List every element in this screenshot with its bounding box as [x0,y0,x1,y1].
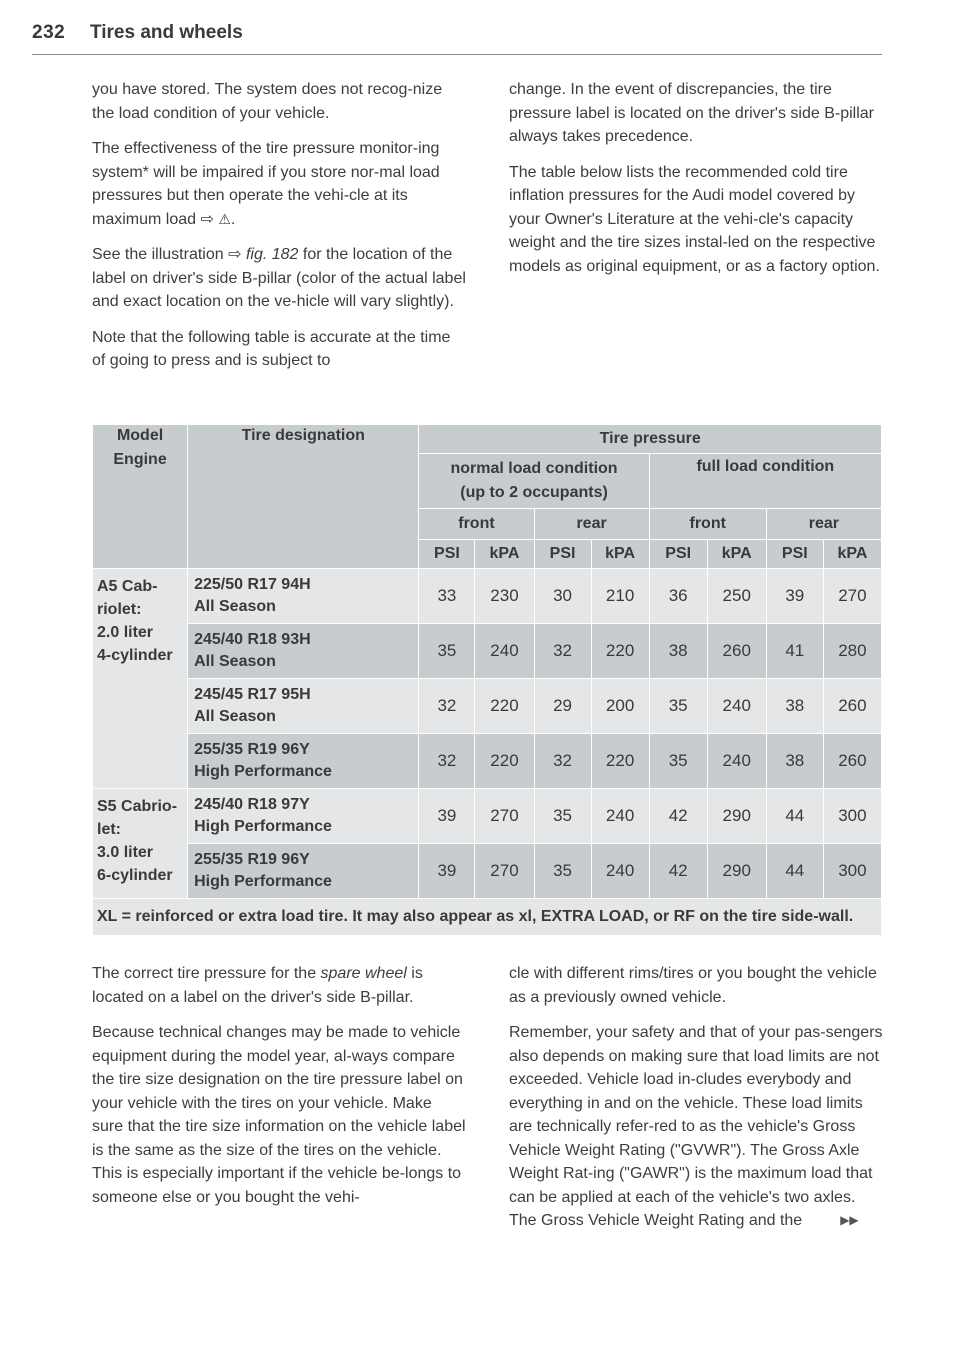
psi-value-cell: 35 [535,844,591,898]
body-paragraph [509,1021,884,1233]
kpa-value-cell: 300 [824,789,881,843]
table-footnote: XL = reinforced or extra load tire. It may also appear as xl, EXTRA LOAD, or RF on the tire side-wall. [93,899,881,935]
intro-paragraph: The table below lists the recommended cold tire inflation pressures for the Audi model covered by your Owner's Literature at the vehi-cle's capacity weight and the tire sizes instal-led on the respective models as original equipment, or as a factory option. [509,163,880,275]
model-line: A5 Cab- [97,578,158,595]
tire-designation-cell [188,844,418,898]
tire-designation-line: 255/35 R19 96Y [194,851,310,868]
kpa-value-cell: 260 [708,624,766,678]
tire-designation-cell [188,624,418,678]
tire-designation-line: High Performance [194,818,332,835]
psi-value-cell: 39 [419,844,474,898]
warning-icon: ⚠ [218,210,231,227]
kpa-value-cell: 220 [475,734,533,788]
body-paragraph: cle with different rims/tires or you bought the vehicle as a previously owned vehicle. [509,965,877,1006]
kpa-value-cell: 240 [708,679,766,733]
normal-load-occupants: (up to 2 occupants) [460,484,608,501]
psi-header: PSI [535,540,591,568]
tire-designation-cell [188,789,418,843]
psi-value-cell: 36 [650,569,707,623]
intro-paragraph: you have stored. The system does not recog-nize the load condition of your vehicle. [92,81,443,122]
psi-value-cell: 35 [419,624,474,678]
intro-text: The effectiveness of the tire pressure monitor-ing system* will be impaired if you store nor-mal load pressures but then operate the vehi-cle at its maximum load [92,140,440,228]
kpa-value-cell: 240 [592,844,649,898]
psi-value-cell: 38 [767,679,823,733]
tire-designation-line: 245/45 R17 95H [194,686,311,703]
psi-value-cell: 32 [535,624,591,678]
kpa-value-cell: 290 [708,844,766,898]
psi-value-cell: 35 [535,789,591,843]
rear-header: rear [535,509,649,539]
table-row [93,679,881,733]
kpa-header: kPA [708,540,766,568]
psi-value-cell: 44 [767,789,823,843]
body-right-column [509,962,884,1245]
kpa-value-cell: 250 [708,569,766,623]
psi-value-cell: 35 [650,679,707,733]
psi-header: PSI [650,540,707,568]
psi-value-cell: 38 [650,624,707,678]
continue-arrow-icon: ▶▶ [840,1213,859,1228]
figure-reference-link[interactable]: fig. 182 [245,246,299,263]
kpa-value-cell: 240 [592,789,649,843]
model-engine-cell [93,569,187,788]
body-text: The correct tire pressure for the [92,965,321,982]
psi-value-cell: 39 [419,789,474,843]
psi-value-cell: 41 [767,624,823,678]
psi-value-cell: 44 [767,844,823,898]
psi-value-cell: 29 [535,679,591,733]
tire-designation-line: High Performance [194,873,332,890]
intro-right-column [509,78,884,290]
kpa-value-cell: 220 [475,679,533,733]
table-row [93,789,881,843]
psi-value-cell: 42 [650,789,707,843]
intro-paragraph: The effectiveness of the tire pressure monitor-ing system* will be impaired if you store nor-mal load pressures but then operate the vehi-cle at its maximum load ⇨ ⚠. [92,140,440,228]
kpa-value-cell: 290 [708,789,766,843]
psi-value-cell: 38 [767,734,823,788]
section-title: Tires and wheels [90,22,243,43]
kpa-value-cell: 300 [824,844,881,898]
reference-arrow-icon: ⇨ [200,210,214,228]
kpa-value-cell: 240 [708,734,766,788]
table-row [93,844,881,898]
kpa-value-cell: 270 [475,844,533,898]
rear-header: rear [767,509,881,539]
psi-value-cell: 33 [419,569,474,623]
psi-value-cell: 39 [767,569,823,623]
tire-designation-line: 245/40 R18 93H [194,631,311,648]
intro-paragraph: change. In the event of discrepancies, the tire pressure label is located on the driver's side B-pillar always takes precedence. [509,81,875,145]
tire-designation-cell [188,679,418,733]
kpa-value-cell: 280 [824,624,881,678]
model-line: S5 Cabrio- [97,798,178,815]
psi-value-cell: 42 [650,844,707,898]
normal-load-header [419,454,648,508]
kpa-value-cell: 270 [824,569,881,623]
kpa-value-cell: 260 [824,734,881,788]
normal-load-label: normal load condition [450,460,618,477]
tire-designation-cell [188,569,418,623]
model-line: 4-cylinder [97,647,173,664]
front-header: front [650,509,766,539]
psi-header: PSI [419,540,474,568]
psi-value-cell: 32 [535,734,591,788]
model-line: 2.0 liter [97,624,154,641]
kpa-value-cell: 270 [475,789,533,843]
body-paragraph [92,962,467,1009]
table-row [93,624,881,678]
intro-paragraph [92,243,467,314]
kpa-header: kPA [475,540,533,568]
spare-wheel-emphasis: spare wheel [320,965,407,982]
intro-paragraph: Note that the following table is accurate at the time of going to press and is subject to [92,328,451,369]
tire-designation-line: All Season [194,653,276,670]
psi-header: PSI [767,540,823,568]
table-row [93,734,881,788]
kpa-value-cell: 210 [592,569,649,623]
psi-value-cell: 35 [650,734,707,788]
body-text: is located on a label on the driver's side B-pillar. [92,965,423,1006]
model-line: 6-cylinder [97,867,173,884]
tire-pressure-header: Tire pressure [419,425,881,453]
model-line: 3.0 liter [97,844,154,861]
tire-designation-header: Tire designation [188,425,418,568]
kpa-header: kPA [824,540,881,568]
psi-value-cell: 32 [419,679,474,733]
tire-designation-cell [188,734,418,788]
intro-left-column [92,78,467,385]
body-text: Remember, your safety and that of your pas-sengers also depends on making sure that load limits are not exceeded. Vehicle load in-cludes everybody and everything in and on the vehicle. These load limits are technically refer-red to as the vehicle's Gross Vehicle Weight Rating ("GVWR"). The Gross Axle Weight Rat-ing ("GAWR") is the maximum load that can be applied at each of the vehicle's two axles. The Gross Vehicle Weight Rating and the [509,1024,883,1229]
tire-designation-line: 245/40 R18 97Y [194,796,310,813]
model-header: Model [116,427,164,444]
model-line: let: [97,821,121,838]
psi-value-cell: 30 [535,569,591,623]
tire-pressure-table [92,424,882,936]
full-load-header: full load condition [650,454,881,508]
body-left-column [92,962,467,1221]
kpa-value-cell: 260 [824,679,881,733]
table-row [93,569,881,623]
kpa-value-cell: 230 [475,569,533,623]
model-engine-header [93,425,187,568]
front-header: front [419,509,533,539]
body-paragraph: Because technical changes may be made to vehicle equipment during the model year, al-ways compare the tire size designation on the tire pressure label on your vehicle with the tires on your vehicle. Make sure that the tire size information on the vehicle label is the same as the size of the tires on the vehicle. This is especially important if the vehicle be-longs to someone else or you bought the vehi- [92,1024,466,1206]
intro-text: See the illustration ⇨ [92,246,246,263]
kpa-value-cell: 240 [475,624,533,678]
tire-designation-line: 255/35 R19 96Y [194,741,310,758]
tire-designation-line: All Season [194,598,276,615]
intro-text: for the location of the label on driver's side B-pillar (color of the actual label and exact location on the ve-hicle will vary slightly). [92,246,466,310]
kpa-value-cell: 220 [592,624,649,678]
page-number: 232 [32,22,66,43]
tire-designation-line: High Performance [194,763,332,780]
tire-designation-line: 225/50 R17 94H [194,576,311,593]
tire-designation-line: All Season [194,708,276,725]
page-header [32,22,882,55]
kpa-value-cell: 220 [592,734,649,788]
kpa-value-cell: 200 [592,679,649,733]
kpa-header: kPA [592,540,649,568]
model-engine-cell [93,789,187,898]
psi-value-cell: 32 [419,734,474,788]
engine-header: Engine [113,451,167,468]
model-line: riolet: [97,601,142,618]
